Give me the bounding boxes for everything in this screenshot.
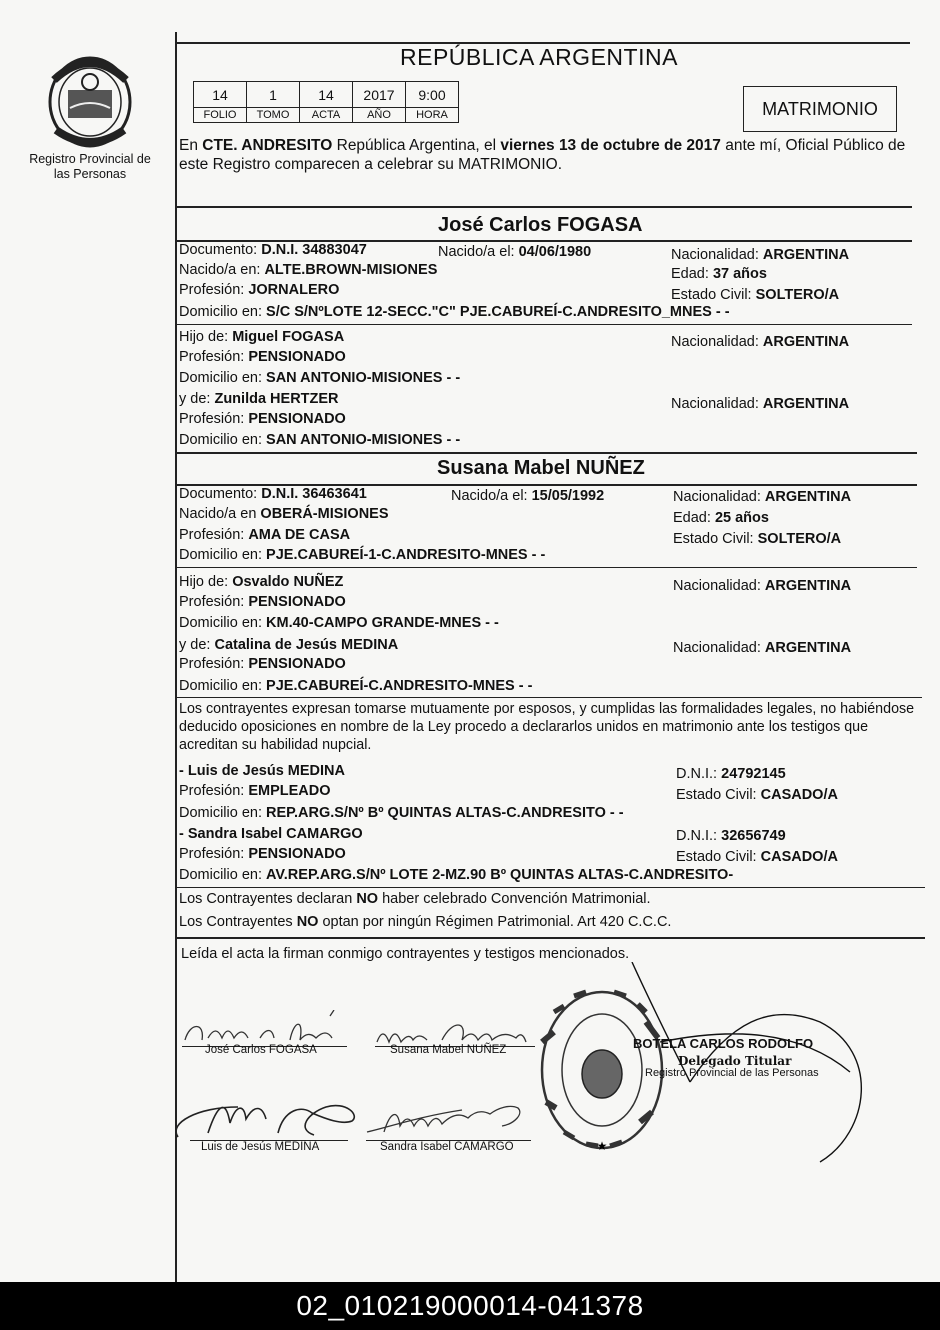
spouse2-mother-address: Domicilio en: PJE.CABUREÍ-C.ANDRESITO-MNES - - <box>179 678 533 694</box>
signature-luis-de-jesus-medina <box>168 1093 358 1145</box>
registry-name: Registro Provincial de las Personas <box>29 152 151 181</box>
signature-label-2: Susana Mabel NUÑEZ <box>390 1044 507 1056</box>
spouse2-name: Susana Mabel NUÑEZ <box>437 457 645 479</box>
witness2-address: Domicilio en: AV.REP.ARG.S/Nº LOTE 2-MZ.90 Bº QUINTAS ALTAS-C.ANDRESITO- <box>179 867 734 883</box>
year-label: AÑO <box>353 108 406 123</box>
document-code-bar: 02_010219000014-041378 <box>0 1282 940 1330</box>
signature-sandra-isabel-camargo <box>362 1096 532 1142</box>
spouse1-father: Hijo de: Miguel FOGASA <box>179 329 345 345</box>
folio-label: FOLIO <box>194 108 247 123</box>
spouse2-father: Hijo de: Osvaldo NUÑEZ <box>179 574 344 590</box>
witness2-name: - Sandra Isabel CAMARGO <box>179 826 363 842</box>
spouse1-mother-address: Domicilio en: SAN ANTONIO-MISIONES - - <box>179 432 461 448</box>
witness2-civil-status: Estado Civil: CASADO/A <box>676 849 838 865</box>
spouse1-mother-profession: Profesión: PENSIONADO <box>179 411 346 427</box>
regime-statement: Los Contrayentes NO optan por ningún Régimen Patrimonial. Art 420 C.C.C. <box>179 914 672 930</box>
spouse1-address: Domicilio en: S/C S/NºLOTE 12-SECC."C" PJE.CABUREÍ-C.ANDRESITO_MNES - - <box>179 304 730 320</box>
convention-statement: Los Contrayentes declaran NO haber celebrado Convención Matrimonial. <box>179 891 651 907</box>
divider <box>177 567 917 568</box>
divider <box>177 697 922 698</box>
year-value: 2017 <box>353 82 406 108</box>
spouse1-age: Edad: 37 años <box>671 266 767 282</box>
witness1-dni: D.N.I.: 24792145 <box>676 766 786 782</box>
signature-label-1: José Carlos FOGASA <box>205 1044 317 1056</box>
declaration-paragraph: Los contrayentes expresan tomarse mutuamente por esposos, y cumplidas las formalidades legales, no habiéndose deducido oposiciones en nombre de la Ley procedo a declararlos unidos en matrimonio ante los testigos que acreditan su habilidad nupcial. <box>179 701 915 753</box>
hour-label: HORA <box>406 108 459 123</box>
spouse1-nationality: Nacionalidad: ARGENTINA <box>671 247 850 263</box>
divider <box>177 452 917 454</box>
witness1-address: Domicilio en: REP.ARG.S/Nº Bº QUINTAS ALTAS-C.ANDRESITO - - <box>179 805 624 821</box>
spouse2-mother: y de: Catalina de Jesús MEDINA <box>179 637 399 653</box>
spouse2-profession: Profesión: AMA DE CASA <box>179 527 351 543</box>
divider <box>177 206 912 208</box>
spouse2-document: Documento: D.N.I. 36463641 <box>179 486 367 502</box>
witness2-dni: D.N.I.: 32656749 <box>676 828 786 844</box>
spouse2-address: Domicilio en: PJE.CABUREÍ-1-C.ANDRESITO-MNES - - <box>179 547 546 563</box>
spouse1-name: José Carlos FOGASA <box>438 214 643 236</box>
spouse2-father-nationality: Nacionalidad: ARGENTINA <box>673 578 852 594</box>
spouse1-civil-status: Estado Civil: SOLTERO/A <box>671 287 840 303</box>
divider <box>177 324 912 325</box>
svg-text:★: ★ <box>596 1139 608 1153</box>
closing-statement: Leída el acta la firman conmigo contrayentes y testigos mencionados. <box>181 946 630 962</box>
spouse1-birthdate: Nacido/a el: 04/06/1980 <box>438 244 592 260</box>
divider <box>177 937 925 939</box>
tomo-value: 1 <box>247 82 300 108</box>
spouse1-mother: y de: Zunilda HERTZER <box>179 391 339 407</box>
witness1-profession: Profesión: EMPLEADO <box>179 783 331 799</box>
spouse1-document: Documento: D.N.I. 34883047 <box>179 242 367 258</box>
witness2-profession: Profesión: PENSIONADO <box>179 846 346 862</box>
document-title: REPÚBLICA ARGENTINA <box>400 44 678 70</box>
spouse2-birthdate: Nacido/a el: 15/05/1992 <box>451 488 605 504</box>
signature-label-4: Sandra Isabel CAMARGO <box>380 1141 514 1153</box>
spouse2-civil-status: Estado Civil: SOLTERO/A <box>673 531 842 547</box>
acta-label: ACTA <box>300 108 353 123</box>
spouse2-father-profession: Profesión: PENSIONADO <box>179 594 346 610</box>
spouse2-nationality: Nacionalidad: ARGENTINA <box>673 489 852 505</box>
intro-paragraph: En CTE. ANDRESITO República Argentina, el viernes 13 de octubre de 2017 ante mí, Oficial Público de este Registro comparecen a celebrar su MATRIMONIO. <box>179 137 906 173</box>
spouse1-father-address: Domicilio en: SAN ANTONIO-MISIONES - - <box>179 370 461 386</box>
act-type-box: MATRIMONIO <box>743 86 897 132</box>
spouse2-father-address: Domicilio en: KM.40-CAMPO GRANDE-MNES - - <box>179 615 499 631</box>
spouse1-mother-nationality: Nacionalidad: ARGENTINA <box>671 396 850 412</box>
province-coat-of-arms-icon <box>40 50 140 150</box>
folio-value: 14 <box>194 82 247 108</box>
registry-table <box>193 81 459 123</box>
witness1-civil-status: Estado Civil: CASADO/A <box>676 787 838 803</box>
spouse1-father-profession: Profesión: PENSIONADO <box>179 349 346 365</box>
spouse1-father-nationality: Nacionalidad: ARGENTINA <box>671 334 850 350</box>
spouse1-profession: Profesión: JORNALERO <box>179 282 340 298</box>
witness1-name: - Luis de Jesús MEDINA <box>179 763 345 779</box>
acta-value: 14 <box>300 82 353 108</box>
spouse1-birthplace: Nacido/a en: ALTE.BROWN-MISIONES <box>179 262 438 278</box>
spouse2-age: Edad: 25 años <box>673 510 769 526</box>
spouse2-birthplace: Nacido/a en OBERÁ-MISIONES <box>179 506 389 522</box>
official-title: Delegado Titular <box>678 1054 792 1068</box>
official-name: BOTELA CARLOS RODOLFO <box>633 1036 814 1051</box>
hour-value: 9:00 <box>406 82 459 108</box>
signature-label-3: Luis de Jesús MEDINA <box>201 1141 320 1153</box>
spouse2-mother-profession: Profesión: PENSIONADO <box>179 656 346 672</box>
divider <box>177 887 925 888</box>
official-office: Registro Provincial de las Personas <box>645 1067 819 1079</box>
spouse2-mother-nationality: Nacionalidad: ARGENTINA <box>673 640 852 656</box>
tomo-label: TOMO <box>247 108 300 123</box>
